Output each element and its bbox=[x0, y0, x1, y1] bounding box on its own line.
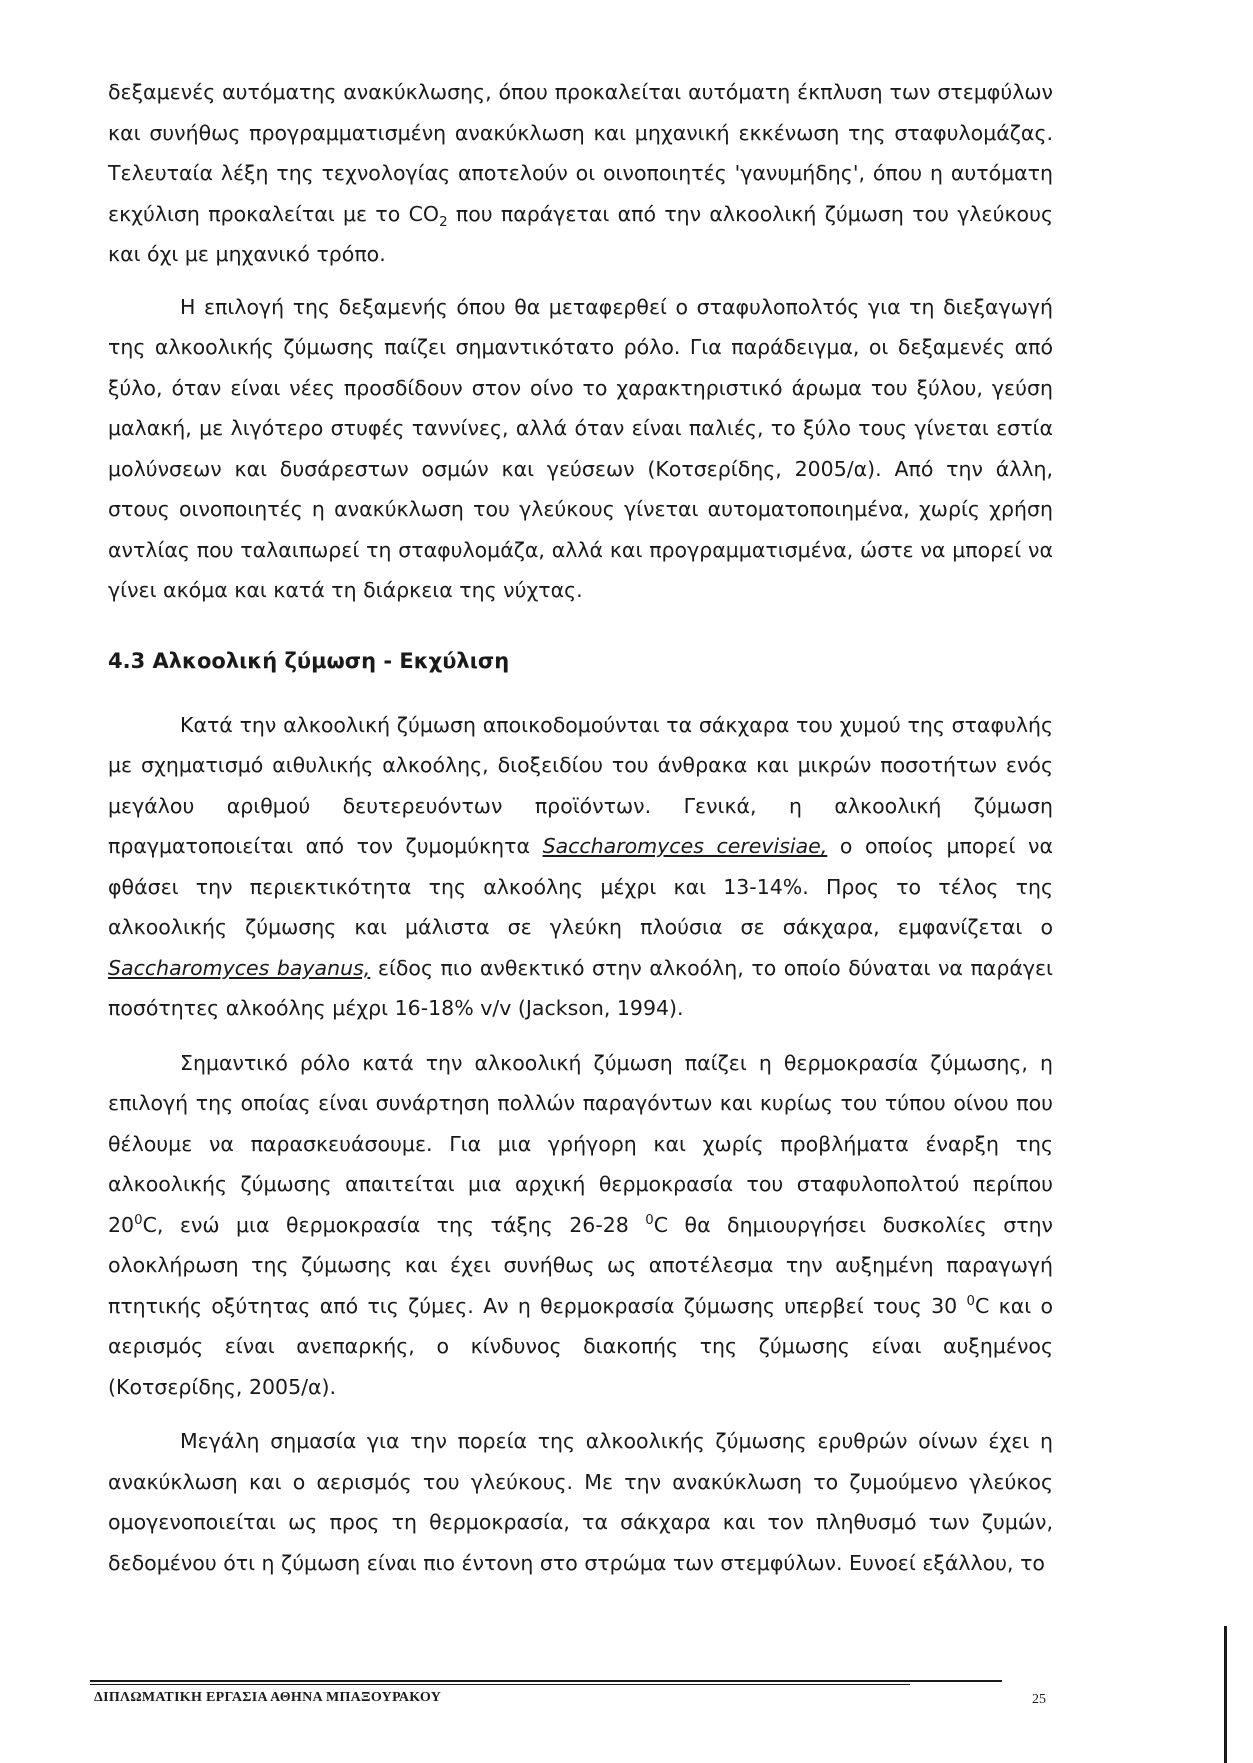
species-name: Saccharomyces bayanus, bbox=[108, 955, 371, 980]
document-body bbox=[108, 72, 1053, 1583]
footer-title: ΔΙΠΛΩΜΑΤΙΚΗ ΕΡΓΑΣΙΑ ΑΘΗΝΑ ΜΠΑΞΟΥΡΑΚΟΥ bbox=[94, 1690, 442, 1705]
paragraph-2: Η επιλογή της δεξαμενής όπου θα μεταφερθεί ο σταφυλοπολτός για τη διεξαγωγή της αλκοολικής ζύμωσης παίζει σημαντικότατο ρόλο. Για παράδειγμα, οι δεξαμενές από ξύλο, όταν είναι νέες προσδίδουν στον οίνο το χαρακτηριστικό άρωμα του ξύλου, γεύση μαλακή, με λιγότερο στυφές ταννίνες, αλλά όταν είναι παλιές, το ξύλο τους γίνεται εστία μολύνσεων και δυσάρεστων οσμών και γεύσεων (Κοτσερίδης, 2005/α). Από την άλλη, στους οινοποιητές η ανακύκλωση του γλεύκους γίνεται αυτοματοποιημένα, χωρίς χρήση αντλίας που ταλαιπωρεί τη σταφυλομάζα, αλλά και προγραμματισμένα, ώστε να μπορεί να γίνει ακόμα και κατά τη διάρκεια της νύχτας. bbox=[108, 294, 1053, 602]
footer-rule bbox=[90, 1680, 1002, 1682]
page-number: 25 bbox=[1032, 1692, 1046, 1707]
paragraph-4: Σημαντικό ρόλο κατά την αλκοολική ζύμωση παίζει η θερμοκρασία ζύμωσης, η επιλογή της οποίας είναι συνάρτηση πολλών παραγόντων και κυρίως του τύπου οίνου που θέλουμε να παρασκευάσουμε. Για μια γρήγορη και χωρίς προβλήματα έναρξη της αλκοολικής ζύμωσης απαιτείται μια αρχική θερμοκρασία του σταφυλοπολτού περίπου $20^0C$, ενώ μια θερμοκρασία της τάξης 26-28 $^0$C θα δημιουργήσει δυσκολίες στην ολοκλήρωση της ζύμωσης και έχει συνήθως ως αποτέλεσμα την αυξημένη παραγωγή πτητικής οξύτητας από τις ζύμες. Αν η θερμοκρασία ζύμωσης υπερβεί τους 30 $^0$C και ο αερισμός είναι ανεπαρκής, ο κίνδυνος διακοπής της ζύμωσης είναι αυξημένος (Κοτσερίδης, 2005/α). bbox=[108, 1050, 1054, 1399]
margin-bar bbox=[1224, 1626, 1227, 1763]
paragraph-1: δεξαμενές αυτόματης ανακύκλωσης, όπου προκαλείται αυτόματη έκπλυση των στεμφύλων και συνήθως προγραμματισμένη ανακύκλωση και μηχανική εκκένωση της σταφυλομάζας. Τελευταία λέξη της τεχνολογίας αποτελούν οι οινοποιητές 'γανυμήδης', όπου η αυτόματη εκχύλιση προκαλείται με το $CO_2$ που παράγεται από την αλκοολική ζύμωση του γλεύκους και όχι με μηχανικό τρόπο. bbox=[108, 80, 1053, 266]
paragraph-3: Κατά την αλκοολική ζύμωση αποικοδομούνται τα σάκχαρα του χυμού της σταφυλής με σχηματισμό αιθυλικής αλκοόλης, διοξειδίου του άνθρακα και μικρών ποσοτήτων ενός μεγάλου αριθμού δευτερευόντων προϊόντων. Γενικά, η αλκοολική ζύμωση πραγματοποιείται από τον ζυμομύκητα Saccharomyces cerevisiae, ο οποίος μπορεί να φθάσει την περιεκτικότητα της αλκοόλης μέχρι και 13-14%. Προς το τέλος της αλκοολικής ζύμωσης και μάλιστα σε γλεύκη πλούσια σε σάκχαρα, εμφανίζεται ο Saccharomyces bayanus, είδος πιο ανθεκτικό στην αλκοόλη, το οποίο δύναται να παράγει ποσότητες αλκοόλης μέχρι 16-18% v/v (Jackson, 1994). bbox=[108, 712, 1053, 1020]
footer-rule-secondary bbox=[90, 1684, 910, 1685]
section-heading: 4.3 Αλκοολική ζύμωση - Εκχύλιση bbox=[108, 648, 510, 673]
paragraph-5: Μεγάλη σημασία για την πορεία της αλκοολικής ζύμωσης ερυθρών οίνων έχει η ανακύκλωση και ο αερισμός του γλεύκους. Με την ανακύκλωση το ζυμούμενο γλεύκος ομογενοποιείται ως προς τη θερμοκρασία, τα σάκχαρα και τον πληθυσμό των ζυμών, δεδομένου ότι η ζύμωση είναι πιο έντονη στο στρώμα των στεμφύλων. Ευνοεί εξάλλου, το bbox=[108, 1429, 1053, 1575]
species-name: Saccharomyces cerevisiae, bbox=[542, 834, 828, 858]
